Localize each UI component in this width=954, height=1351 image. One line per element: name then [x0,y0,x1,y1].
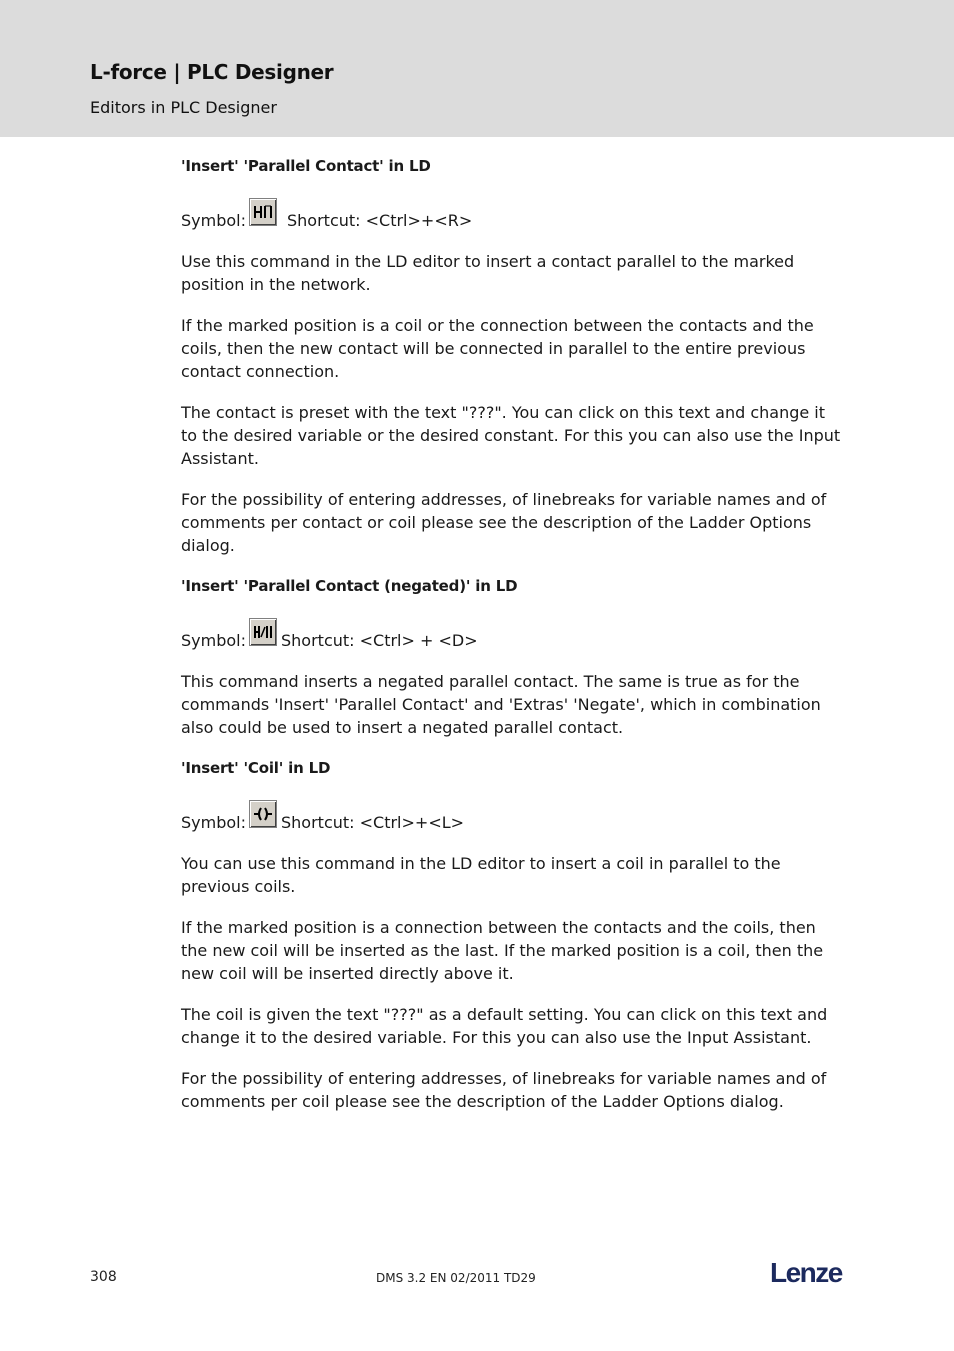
symbol-label: Symbol: [181,631,246,650]
document-reference: DMS 3.2 EN 02/2011 TD29 [376,1271,536,1285]
paragraph: Use this command in the LD editor to insert a contact parallel to the marked position in the network. [181,252,795,294]
svg-text:Lenze: Lenze [770,1258,842,1288]
page-header [0,0,954,137]
document-subtitle: Editors in PLC Designer [90,98,277,117]
symbol-label: Symbol: [181,813,246,832]
paragraph: If the marked position is a coil or the connection between the contacts and the coils, then the new contact will be connected in parallel to the entire previous contact connection. [181,316,814,381]
lenze-logo [770,1258,850,1292]
symbol-label: Symbol: [181,211,246,230]
paragraph: For the possibility of entering addresses, of linebreaks for variable names and of comments per contact or coil please see the description of the Ladder Options dialog. [181,490,827,555]
negated-parallel-contact-icon[interactable] [249,618,277,646]
symbol-line-parallel-contact [181,196,841,232]
paragraph: If the marked position is a connection between the contacts and the coils, then the new coil will be inserted as the last. If the marked position is a coil, then the new coil will be inserted directly above it. [181,918,824,983]
paragraph: You can use this command in the LD editor to insert a coil in parallel to the previous coils. [181,854,781,896]
shortcut-text: Shortcut: <Ctrl>+<R> [287,211,473,230]
paragraph: The contact is preset with the text "???". You can click on this text and change it to the desired variable or the desired constant. For this you can also use the Input Assistant. [181,403,841,468]
document-title: L-force | PLC Designer [90,60,334,84]
coil-icon[interactable] [249,800,277,828]
shortcut-text: Shortcut: <Ctrl> + <D> [281,631,478,650]
paragraph: The coil is given the text "???" as a default setting. You can click on this text and change it to the desired variable. For this you can also use the Input Assistant. [181,1005,828,1047]
shortcut-text: Shortcut: <Ctrl>+<L> [281,813,465,832]
section-heading-parallel-contact-negated: 'Insert' 'Parallel Contact (negated)' in LD [181,577,518,595]
page-number: 308 [90,1269,117,1285]
paragraph: For the possibility of entering addresses, of linebreaks for variable names and of comments per coil please see the description of the Ladder Options dialog. [181,1069,827,1111]
symbol-line-parallel-contact-negated [181,616,841,652]
parallel-contact-icon[interactable] [249,198,277,226]
main-content [181,155,841,1131]
symbol-line-coil [181,798,841,834]
section-heading-parallel-contact: 'Insert' 'Parallel Contact' in LD [181,157,431,175]
paragraph: This command inserts a negated parallel contact. The same is true as for the commands 'Insert' 'Parallel Contact' and 'Extras' 'Negate', which in combination also could be used to insert a negated parallel contact. [181,672,821,737]
section-heading-coil: 'Insert' 'Coil' in LD [181,759,331,777]
